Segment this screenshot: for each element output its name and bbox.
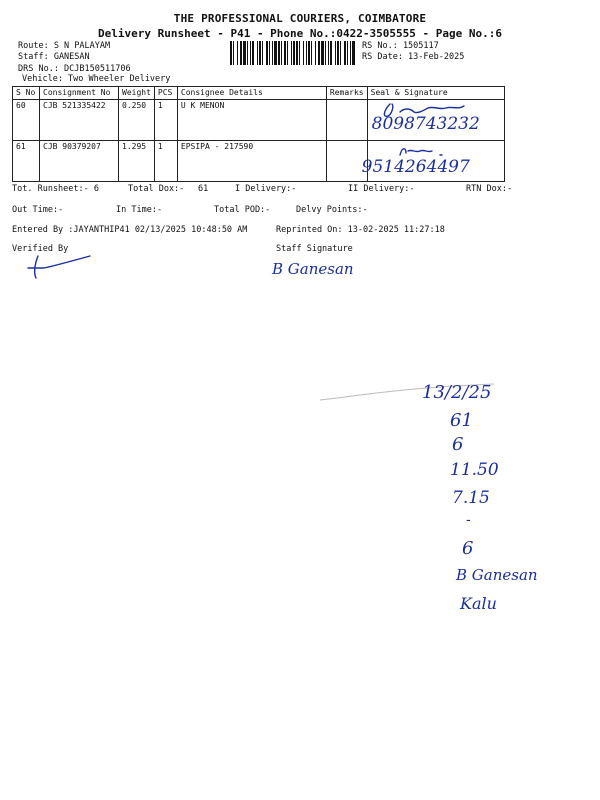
table-row: [13, 100, 505, 141]
row-consignment: CJB 521335422: [40, 100, 119, 141]
route-label: Route: S N PALAYAM: [18, 41, 111, 51]
table-row: [13, 141, 505, 182]
row-weight: 0.250: [119, 100, 155, 141]
note-runsheet: 6: [452, 434, 464, 455]
runsheet-table: [12, 86, 505, 182]
note-points: 6: [462, 538, 474, 559]
row-weight: 1.295: [119, 141, 155, 182]
rs-date: RS Date: 13-Feb-2025: [362, 52, 465, 62]
col-consignment: Consignment No: [40, 87, 119, 100]
rtn-dox: RTN Dox:-: [466, 184, 513, 194]
row-pcs: 1: [154, 100, 177, 141]
tot-runsheet: Tot. Runsheet:- 6: [12, 184, 99, 194]
signature-phone: 9514264497: [361, 157, 470, 177]
staff-signature-label: Staff Signature: [276, 244, 353, 254]
reprinted-on: Reprinted On: 13-02-2025 11:27:18: [276, 225, 445, 235]
verified-by-label: Verified By: [12, 244, 69, 254]
row-consignee: U K MENON: [177, 100, 326, 141]
row-pcs: 1: [154, 141, 177, 182]
col-remarks: Remarks: [326, 87, 367, 100]
note-in-time: 7.15: [452, 488, 490, 508]
row-sno: 61: [13, 141, 40, 182]
row-consignment: CJB 90379207: [40, 141, 119, 182]
signature-phone: 8098743232: [371, 114, 480, 134]
col-weight: Weight: [119, 87, 155, 100]
runsheet-subtitle: Delivery Runsheet - P41 - Phone No.:0422-3505555 - Page No.:6: [98, 27, 502, 40]
total-pod: Total POD:-: [214, 205, 271, 215]
rs-number: RS No.: 1505117: [362, 41, 439, 51]
entered-by: Entered By :JAYANTHIP41 02/13/2025 10:48:50 AM: [12, 225, 248, 235]
note-dash: -: [466, 512, 471, 528]
note-total: 61: [450, 410, 473, 431]
col-consignee: Consignee Details: [177, 87, 326, 100]
row-consignee: EPSIPA - 217590: [177, 141, 326, 182]
barcode-icon: [230, 41, 355, 65]
delvy-points: Delvy Points:-: [296, 205, 368, 215]
total-dox-label: Total Dox:-: [128, 184, 185, 194]
total-dox-value: 61: [198, 184, 209, 194]
row-remarks: [326, 100, 367, 141]
note-date: 13/2/25: [422, 382, 492, 403]
in-time: In Time:-: [116, 205, 163, 215]
row-sno: 60: [13, 100, 40, 141]
col-seal-signature: Seal & Signature: [367, 87, 504, 100]
row-signature: [361, 141, 504, 182]
ii-delivery: II Delivery:-: [348, 184, 415, 194]
out-time: Out Time:-: [12, 205, 64, 215]
verified-signature-scribble: [24, 252, 104, 282]
note-staff-signature: B Ganesan: [456, 566, 538, 584]
col-pcs: PCS: [154, 87, 177, 100]
company-title: THE PROFESSIONAL COURIERS, COIMBATORE: [173, 12, 427, 25]
staff-signature-handwriting: B Ganesan: [272, 260, 354, 278]
table-header-row: [13, 87, 505, 100]
note-out-time: 11.50: [450, 460, 499, 480]
col-sno: S No: [13, 87, 40, 100]
staff-label: Staff: GANESAN: [18, 52, 90, 62]
note-verifier-signature: Kalu: [460, 594, 497, 613]
row-signature: [367, 100, 504, 141]
i-delivery: I Delivery:-: [235, 184, 297, 194]
vehicle-label: Vehicle: Two Wheeler Delivery: [22, 74, 171, 84]
drs-number: DRS No.: DCJB150511706: [18, 64, 131, 74]
